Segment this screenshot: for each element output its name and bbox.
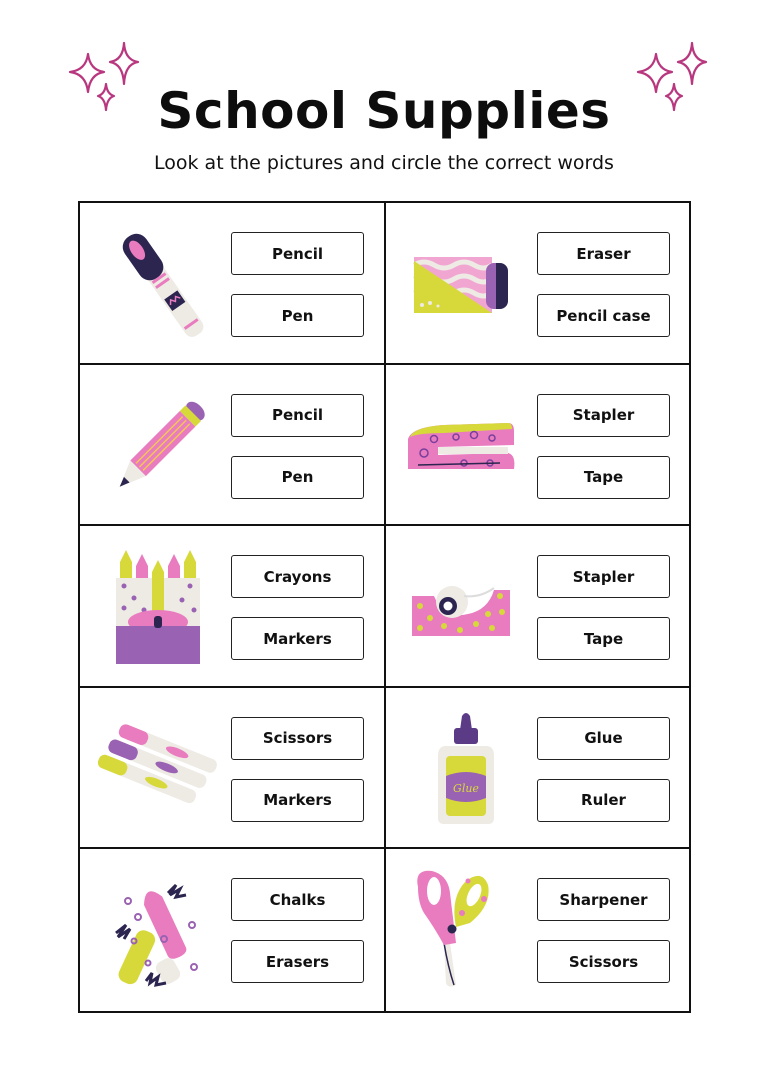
worksheet-grid: [78, 201, 691, 1013]
markers-icon: [98, 706, 222, 830]
word-option[interactable]: Erasers: [231, 940, 364, 983]
item-cell: [386, 688, 691, 850]
word-option[interactable]: Pen: [231, 456, 364, 499]
item-cell: [80, 688, 386, 850]
item-cell: [80, 526, 386, 688]
item-cell: [80, 849, 386, 1011]
word-option[interactable]: Pen: [231, 294, 364, 337]
word-option[interactable]: Glue: [537, 717, 670, 760]
word-option[interactable]: Scissors: [537, 940, 670, 983]
pencil-case-icon: [404, 221, 528, 345]
chalks-icon: [98, 867, 222, 991]
word-option[interactable]: Markers: [231, 779, 364, 822]
scissors-icon: [404, 867, 528, 991]
item-cell: [386, 365, 691, 527]
svg-text:Glue: Glue: [453, 781, 479, 795]
word-option[interactable]: Sharpener: [537, 878, 670, 921]
word-option[interactable]: Crayons: [231, 555, 364, 598]
word-option[interactable]: Markers: [231, 617, 364, 660]
item-cell: [386, 203, 691, 365]
word-option[interactable]: Chalks: [231, 878, 364, 921]
instructions: Look at the pictures and circle the correct words: [154, 152, 614, 174]
item-cell: [80, 365, 386, 527]
pen-icon: [98, 221, 222, 345]
word-option[interactable]: Pencil: [231, 232, 364, 275]
item-cell: [386, 849, 691, 1011]
stapler-icon: [404, 383, 528, 507]
word-option[interactable]: Pencil case: [537, 294, 670, 337]
word-option[interactable]: Ruler: [537, 779, 670, 822]
tape-dispenser-icon: [404, 544, 528, 668]
page-title: School Supplies: [157, 82, 611, 140]
word-option[interactable]: Eraser: [537, 232, 670, 275]
word-option[interactable]: Scissors: [231, 717, 364, 760]
word-option[interactable]: Tape: [537, 456, 670, 499]
word-option[interactable]: Tape: [537, 617, 670, 660]
pencil-icon: [98, 383, 222, 507]
glue-bottle-icon: [404, 706, 528, 830]
item-cell: [80, 203, 386, 365]
crayons-icon: [98, 544, 222, 668]
word-option[interactable]: Stapler: [537, 555, 670, 598]
item-cell: [386, 526, 691, 688]
word-option[interactable]: Stapler: [537, 394, 670, 437]
word-option[interactable]: Pencil: [231, 394, 364, 437]
